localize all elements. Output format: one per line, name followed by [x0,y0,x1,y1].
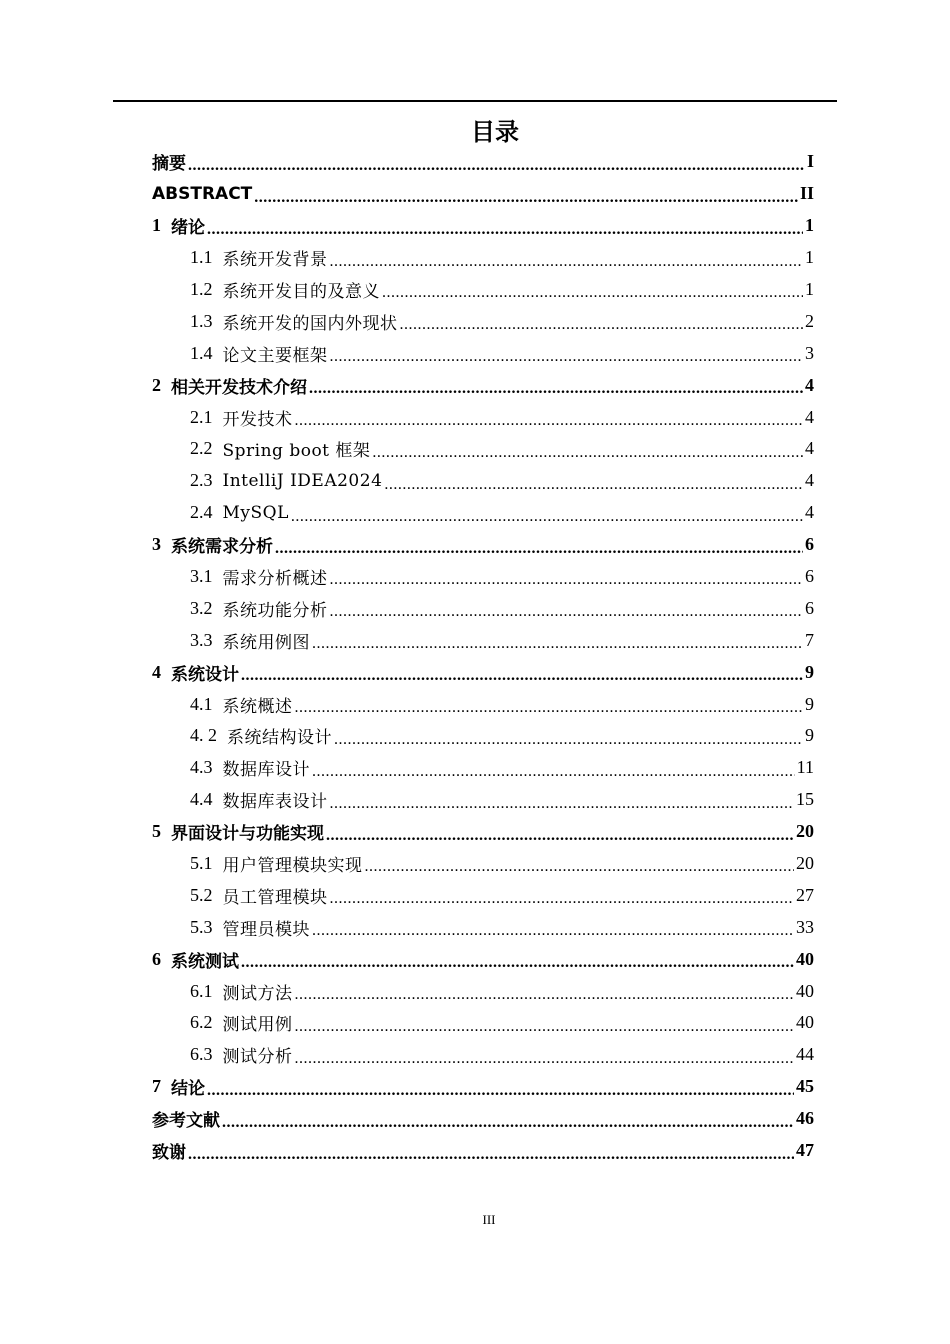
toc-entry-chapter[interactable] [152,1135,814,1167]
toc-dot-leader [384,475,803,497]
toc-entry-label: 致谢 [152,1143,186,1164]
toc-entry-page: 47 [796,1140,814,1161]
toc-entry-number: 2.1 [190,406,213,427]
toc-entry-page: 11 [796,757,814,778]
toc-entry-chapter[interactable] [152,1103,814,1135]
toc-entry-page: 44 [796,1044,814,1065]
toc-entry-label: IntelliJ IDEA2024 [222,470,383,491]
toc-entry-number: 3.1 [190,566,213,587]
toc-dot-leader [241,953,794,975]
toc-dot-leader [312,634,803,656]
toc-entry-number: 2 [152,374,161,395]
toc-entry-number: 2.2 [190,438,213,459]
toc-entry-label: 结论 [171,1079,205,1100]
toc-entry-number: 6 [152,948,161,969]
toc-entry-section[interactable] [152,752,814,784]
toc-entry-chapter[interactable] [152,369,814,401]
toc-entry-label: 用户管理模块实现 [222,856,363,877]
toc-entry-page: 4 [805,470,814,491]
toc-dot-leader [372,443,803,465]
toc-entry-page: 7 [805,629,814,650]
toc-entry-label: 系统开发目的及意义 [222,282,380,302]
toc-entry-number: 1.4 [190,342,213,363]
toc-entry-page: 33 [796,916,814,937]
toc-entry-label: 系统功能分析 [222,600,328,621]
toc-entry-chapter[interactable] [152,146,814,178]
toc-entry-label: 测试用例 [222,1015,293,1036]
toc-entry-label: 参考文献 [152,1111,220,1132]
toc-entry-label: 需求分析概述 [222,569,328,590]
toc-entry-number: 1.1 [190,247,213,268]
toc-entry-number: 6.3 [190,1044,213,1065]
toc-entry-label: 摘要 [152,154,186,175]
toc-entry-page: 4 [805,502,814,523]
toc-entry-label: 界面设计与功能实现 [171,824,324,845]
toc-entry-page: 3 [805,342,814,363]
toc-entry-page: 45 [796,1076,814,1097]
toc-entry-chapter[interactable] [152,178,814,210]
toc-entry-section[interactable] [152,1039,814,1071]
toc-dot-leader [295,698,804,720]
toc-entry-label: 相关开发技术介绍 [171,377,307,398]
toc-entry-label: 系统开发背景 [222,250,328,271]
toc-entry-label: 管理员模块 [222,919,310,940]
toc-dot-leader [295,1049,795,1071]
toc-dot-leader [188,1145,794,1167]
toc-dot-leader [400,315,804,337]
toc-entry-section[interactable] [152,848,814,880]
toc-dot-leader [330,570,804,592]
toc-entry-page: 6 [805,566,814,587]
toc-entry-number: 1.3 [190,310,213,331]
toc-entry-label: 系统概述 [222,696,293,717]
toc-entry-page: 40 [796,948,814,969]
toc-entry-page: I [806,151,814,172]
toc-entry-number: 6.2 [190,1012,213,1033]
toc-entry-page: 15 [796,789,814,810]
toc-entry-number: 2.4 [190,502,213,523]
toc-entry-section[interactable] [152,879,814,911]
toc-entry-label: 系统需求分析 [171,537,273,558]
toc-entry-label: 系统结构设计 [227,728,332,749]
toc-entry-label: Spring boot 框架 [222,441,371,462]
toc-entry-label: 开发技术 [222,409,293,430]
toc-dot-leader [334,730,803,752]
toc-entry-chapter[interactable] [152,656,814,688]
toc-entry-page: 6 [805,534,814,555]
toc-dot-leader [295,985,795,1007]
toc-entry-page: 9 [805,693,814,714]
toc-dot-leader [275,539,803,561]
toc-entry-number: 6.1 [190,980,213,1001]
toc-entry-page: 27 [796,884,814,905]
toc-entry-section[interactable] [152,242,814,274]
toc-entry-section[interactable] [152,975,814,1007]
toc-entry-label: 系统测试 [171,951,239,972]
toc-entry-section[interactable] [152,911,814,943]
table-of-contents [152,146,814,1167]
toc-entry-label: MySQL [222,502,289,523]
toc-dot-leader [241,666,803,688]
toc-dot-leader [312,762,795,784]
toc-entry-page: 40 [796,1012,814,1033]
toc-entry-label: 数据库设计 [222,760,310,781]
toc-entry-label: 测试方法 [222,983,293,1004]
toc-entry-label: 论文主要框架 [222,345,328,366]
toc-dot-leader [330,347,804,369]
toc-entry-section[interactable] [152,497,814,529]
toc-dot-leader [207,1081,794,1103]
toc-dot-leader [326,826,794,848]
toc-dot-leader [312,921,794,943]
toc-entry-number: 5.2 [190,884,213,905]
toc-entry-number: 5.1 [190,853,213,874]
toc-dot-leader [365,857,795,879]
toc-entry-page: II [799,183,814,204]
toc-dot-leader [330,794,795,816]
toc-entry-page: 20 [796,821,814,842]
toc-dot-leader [295,1017,795,1039]
toc-entry-section[interactable] [152,1007,814,1039]
toc-entry-chapter[interactable] [152,529,814,561]
toc-entry-page: 1 [805,279,814,299]
toc-entry-number: 5.3 [190,916,213,937]
toc-entry-section[interactable] [152,274,814,306]
toc-entry-chapter[interactable] [152,1071,814,1103]
page-number: III [482,1212,496,1227]
toc-dot-leader [330,889,795,911]
toc-entry-section[interactable] [152,401,814,433]
toc-entry-section[interactable] [152,688,814,720]
toc-dot-leader [291,507,803,529]
toc-entry-label: ABSTRACT [152,183,253,204]
toc-entry-label: 绪论 [171,218,205,239]
toc-entry-label: 员工管理模块 [222,887,328,908]
toc-entry-page: 6 [805,597,814,618]
toc-entry-number: 3 [152,534,161,555]
toc-entry-chapter[interactable] [152,816,814,848]
toc-entry-page: 40 [796,980,814,1001]
toc-entry-number: 1 [152,215,161,236]
toc-entry-section[interactable] [152,305,814,337]
toc-dot-leader [207,220,803,242]
toc-entry-label: 数据库表设计 [222,792,328,813]
toc-entry-page: 2 [805,310,814,331]
toc-entry-section[interactable] [152,624,814,656]
toc-entry-section[interactable] [152,561,814,593]
toc-entry-label: 系统设计 [171,664,239,685]
toc-entry-number: 4 [152,661,161,682]
toc-entry-number: 3.3 [190,629,213,650]
toc-entry-page: 46 [796,1108,814,1129]
toc-entry-section[interactable] [152,720,814,752]
toc-entry-page: 1 [805,215,814,236]
toc-entry-number: 2.3 [190,470,213,491]
toc-entry-label: 系统开发的国内外现状 [222,313,398,334]
toc-entry-label: 系统用例图 [222,632,310,653]
toc-dot-leader [222,1113,794,1135]
toc-entry-section[interactable] [152,433,814,465]
toc-entry-number: 1.2 [190,279,213,299]
toc-dot-leader [330,252,804,274]
toc-entry-section[interactable] [152,337,814,369]
toc-dot-leader [254,188,798,210]
toc-entry-section[interactable] [152,465,814,497]
toc-entry-page: 20 [796,853,814,874]
toc-entry-page: 1 [805,247,814,268]
toc-entry-label: 测试分析 [222,1047,293,1068]
toc-entry-section[interactable] [152,784,814,816]
toc-dot-leader [295,411,804,433]
toc-entry-number: 4. 2 [190,725,217,746]
toc-entry-chapter[interactable] [152,943,814,975]
toc-entry-page: 4 [805,406,814,427]
toc-entry-number: 4.1 [190,693,213,714]
toc-dot-leader [330,602,804,624]
toc-entry-page: 4 [805,374,814,395]
toc-entry-number: 4.3 [190,757,213,778]
toc-entry-number: 5 [152,821,161,842]
toc-dot-leader [382,283,803,305]
toc-entry-page: 4 [805,438,814,459]
toc-title: 目录 [471,118,519,146]
toc-dot-leader [188,156,805,178]
toc-dot-leader [309,379,803,401]
toc-entry-page: 9 [805,661,814,682]
header-rule [113,100,837,102]
toc-entry-number: 3.2 [190,597,213,618]
toc-entry-number: 4.4 [190,789,213,810]
toc-entry-section[interactable] [152,592,814,624]
toc-entry-number: 7 [152,1076,161,1097]
toc-entry-chapter[interactable] [152,210,814,242]
toc-entry-page: 9 [805,725,814,746]
